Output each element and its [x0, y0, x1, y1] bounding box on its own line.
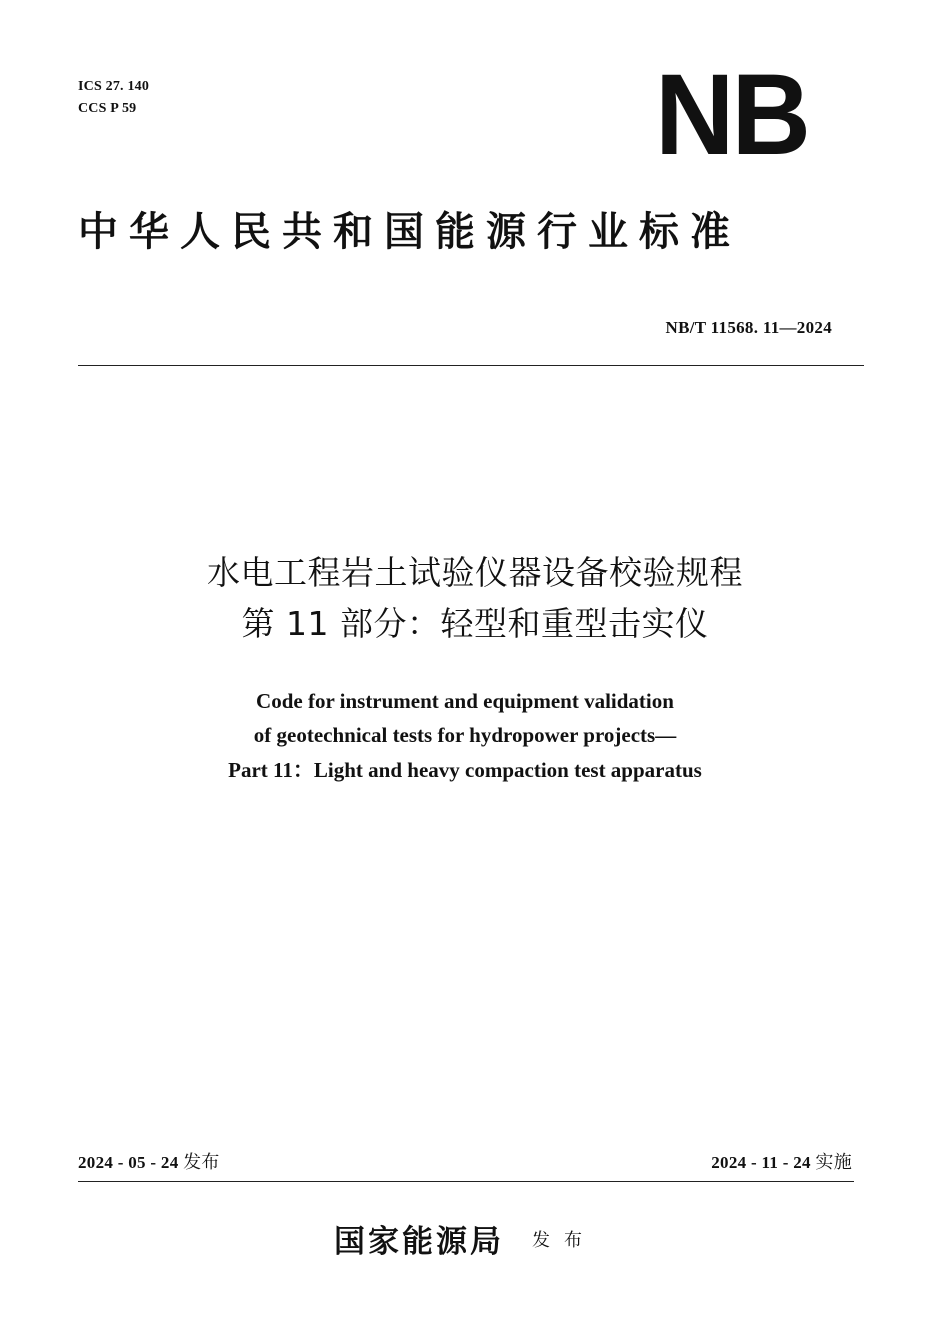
bottom-divider	[78, 1181, 854, 1182]
top-divider	[78, 365, 864, 366]
publisher-name: 国家能源局	[334, 1224, 504, 1260]
title-en-line-2: of geotechnical tests for hydropower projects—	[253, 723, 677, 747]
issue-date-value: 2024 - 05 - 24	[78, 1153, 179, 1172]
title-en-line-1: Code for instrument and equipment validation	[256, 689, 674, 713]
publisher	[0, 1216, 930, 1261]
ics-code: ICS 27. 140	[78, 79, 150, 94]
implementation-date	[711, 1148, 852, 1174]
org-title: 中华人民共和国能源行业标准	[78, 208, 741, 255]
implementation-date-label: 实施	[815, 1152, 852, 1173]
publisher-action: 发布	[532, 1229, 596, 1251]
ccs-code: CCS P 59	[78, 101, 137, 116]
standard-code: NB/T 11568. 11—2024	[665, 318, 832, 337]
implementation-date-value: 2024 - 11 - 24	[711, 1153, 811, 1172]
issue-date-label: 发布	[183, 1152, 220, 1173]
title-en-line-3: Part 11：Light and heavy compaction test apparatus	[228, 758, 702, 782]
issue-date	[78, 1148, 220, 1174]
nb-logo: NB	[655, 49, 808, 180]
title-zh-line-1: 水电工程岩土试验仪器设备校验规程	[207, 553, 743, 592]
title-zh-line-2: 第 11 部分：轻型和重型击实仪	[241, 604, 709, 643]
